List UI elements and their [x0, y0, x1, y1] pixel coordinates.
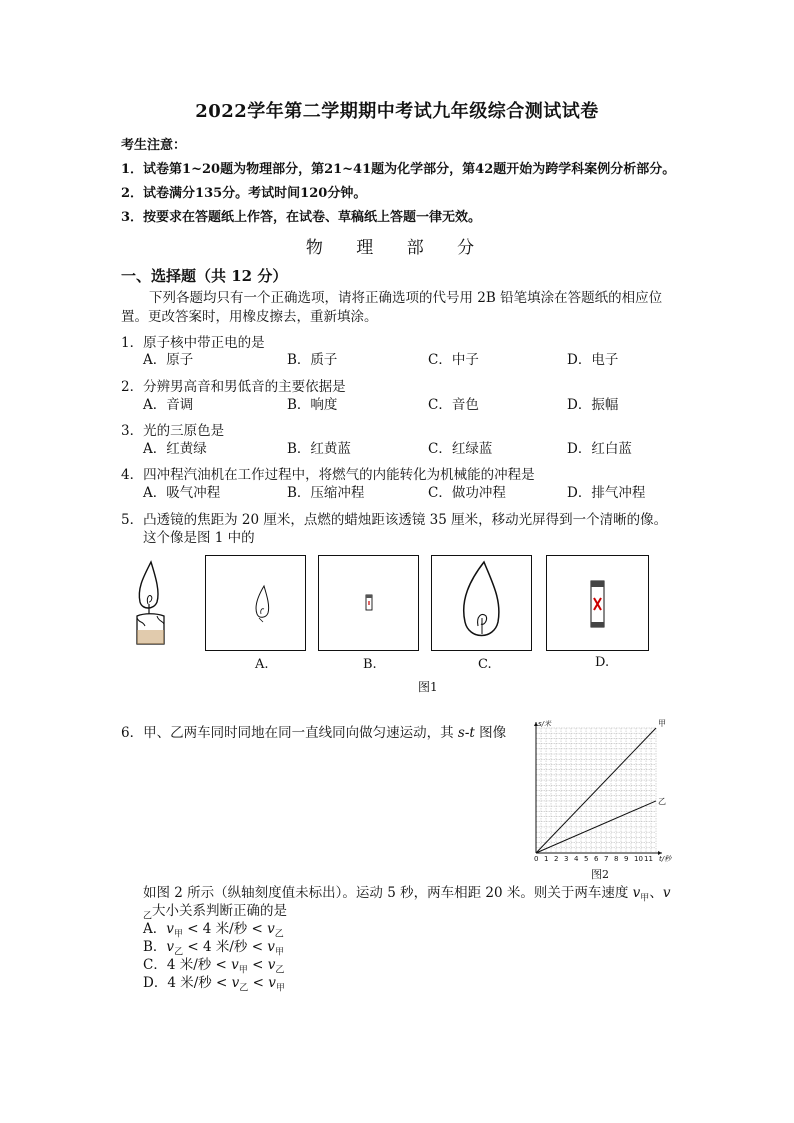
x-tick-label: 10: [634, 855, 643, 863]
series-label: 乙: [658, 796, 666, 806]
instruction-line-1: 下列各题均只有一个正确选项，请将正确选项的代号用 2B 铅笔填涂在答题纸的相应位: [149, 290, 663, 306]
q5-stem-line-1: 5．凸透镜的焦距为 20 厘米，点燃的蜡烛距该透镜 35 厘米，移动光屏得到一个清晰的像。: [121, 512, 668, 528]
x-axis-label: t/秒: [659, 855, 672, 863]
option-a: A．音调: [143, 397, 194, 413]
q6-option-d: [143, 971, 285, 994]
x-tick-label: 7: [604, 855, 609, 863]
small-flame-icon: [206, 556, 305, 650]
x-tick-label: 2: [554, 855, 559, 863]
figure-1-label-b: B.: [363, 657, 377, 672]
inverted-candle-icon: [547, 556, 648, 650]
option-c: C．红绿蓝: [428, 441, 493, 457]
x-tick-label: 6: [594, 855, 599, 863]
option-b: B．响度: [287, 397, 338, 413]
velocity-symbol: v: [632, 885, 641, 901]
option-a: A．原子: [143, 352, 194, 368]
option-a: A．红黄绿: [143, 441, 207, 457]
velocity-subscript: 甲: [274, 947, 284, 958]
option-text: < 4 米/秒 <: [182, 921, 268, 937]
velocity-symbol: v: [267, 939, 275, 955]
notice-item-2: 2．试卷满分135分。考试时间120分钟。: [121, 186, 367, 201]
velocity-subscript: 乙: [239, 983, 249, 994]
notice-item-3: 3．按要求在答题纸上作答，在试卷、草稿纸上答题一律无效。: [121, 210, 482, 225]
figure-2-caption: 图2: [591, 868, 609, 881]
figure-1-option-a-image: [205, 555, 306, 651]
velocity-symbol: v: [166, 921, 174, 937]
series-label: 甲: [658, 719, 666, 728]
x-tick-label: 5: [584, 855, 589, 863]
figure-1-label-a: A.: [255, 657, 269, 672]
notice-heading: 考生注意：: [121, 138, 187, 153]
figure-1-option-b-image: [318, 555, 419, 651]
option-b: B．质子: [287, 352, 338, 368]
option-text: <: [248, 975, 269, 991]
part-heading: 一、选择题（共 12 分）: [121, 267, 288, 285]
q6-stem-text: 、: [649, 885, 663, 901]
velocity-subscript: 甲: [640, 893, 650, 904]
option-d: D．红白蓝: [567, 441, 632, 457]
candle-icon: [124, 558, 174, 648]
velocity-subscript: 乙: [274, 929, 284, 940]
velocity-subscript: 甲: [173, 929, 183, 940]
figure-1-option-d-image: [546, 555, 649, 651]
section-title: 物 理 部 分: [305, 238, 489, 258]
question-stem: 4．四冲程汽油机在工作过程中，将燃气的内能转化为机械能的冲程是: [121, 467, 535, 483]
q6-stem-variable: s-t: [457, 725, 475, 741]
q6-stem-text: 图像: [474, 725, 507, 741]
x-tick-label: 4: [574, 855, 579, 863]
q6-stem-line-1: [121, 721, 506, 741]
option-c: C．音色: [428, 397, 479, 413]
q6-stem-text: 大小关系判断正确的是: [152, 903, 288, 919]
option-text: <: [247, 957, 268, 973]
option-d: D．排气冲程: [567, 485, 646, 501]
velocity-symbol: v: [231, 975, 240, 991]
x-tick-label: 0: [534, 855, 539, 863]
q5-stem-line-2: 这个像是图 1 中的: [143, 530, 255, 546]
velocity-subscript: 乙: [143, 911, 153, 922]
figure-1-label-d: D.: [595, 655, 610, 670]
question-stem: 1．原子核中带正电的是: [121, 335, 265, 351]
option-text: C．4 米/秒 <: [143, 957, 232, 973]
option-b: B．红黄蓝: [287, 441, 351, 457]
option-c: C．中子: [428, 352, 479, 368]
velocity-symbol: v: [268, 975, 276, 991]
velocity-subscript: 甲: [238, 965, 248, 976]
option-text: D．4 米/秒 <: [143, 975, 232, 991]
option-d: D．电子: [567, 352, 619, 368]
question-stem: 2．分辨男高音和男低音的主要依据是: [121, 379, 346, 395]
x-tick-label: 9: [624, 855, 629, 863]
x-tick-label: 3: [564, 855, 569, 863]
velocity-symbol: v: [267, 921, 275, 937]
q6-stem-text: 6．甲、乙两车同时同地在同一直线同向做匀速运动，其: [121, 725, 458, 741]
option-c: C．做功冲程: [428, 485, 506, 501]
option-a: A．吸气冲程: [143, 485, 221, 501]
velocity-symbol: v: [166, 939, 175, 955]
x-tick-label: 1: [544, 855, 549, 863]
velocity-subscript: 乙: [275, 965, 285, 976]
velocity-subscript: 乙: [174, 947, 184, 958]
option-text: < 4 米/秒 <: [183, 939, 268, 955]
option-d: D．振幅: [567, 397, 619, 413]
q6-stem-text: 如图 2 所示（纵轴刻度值未标出）。运动 5 秒，两车相距 20 米。则关于两车速度: [143, 885, 633, 901]
velocity-symbol: v: [231, 957, 239, 973]
large-flame-icon: [432, 556, 531, 650]
velocity-subscript: 甲: [275, 983, 285, 994]
exam-title: 2022学年第二学期期中考试九年级综合测试试卷: [195, 101, 599, 122]
figure-1-option-c-image: [431, 555, 532, 651]
y-axis-label: s/米: [538, 720, 552, 728]
velocity-symbol: v: [267, 957, 276, 973]
option-text: B．: [143, 939, 167, 955]
instruction-line-2: 置。更改答案时，用橡皮擦去，重新填涂。: [121, 309, 378, 325]
s-t-chart: [524, 716, 674, 866]
velocity-symbol: v: [662, 885, 671, 901]
x-tick-label: 8: [614, 855, 619, 863]
small-inverted-candle-icon: [319, 556, 418, 650]
figure-1-caption: 图1: [418, 680, 438, 694]
x-tick-label: 11: [644, 855, 653, 863]
option-b: B．压缩冲程: [287, 485, 365, 501]
option-text: A．: [143, 921, 167, 937]
figure-1-label-c: C.: [478, 657, 492, 672]
notice-item-1: 1．试卷第1~20题为物理部分，第21~41题为化学部分，第42题开始为跨学科案例分析部分。: [121, 162, 676, 177]
question-stem: 3．光的三原色是: [121, 423, 225, 439]
